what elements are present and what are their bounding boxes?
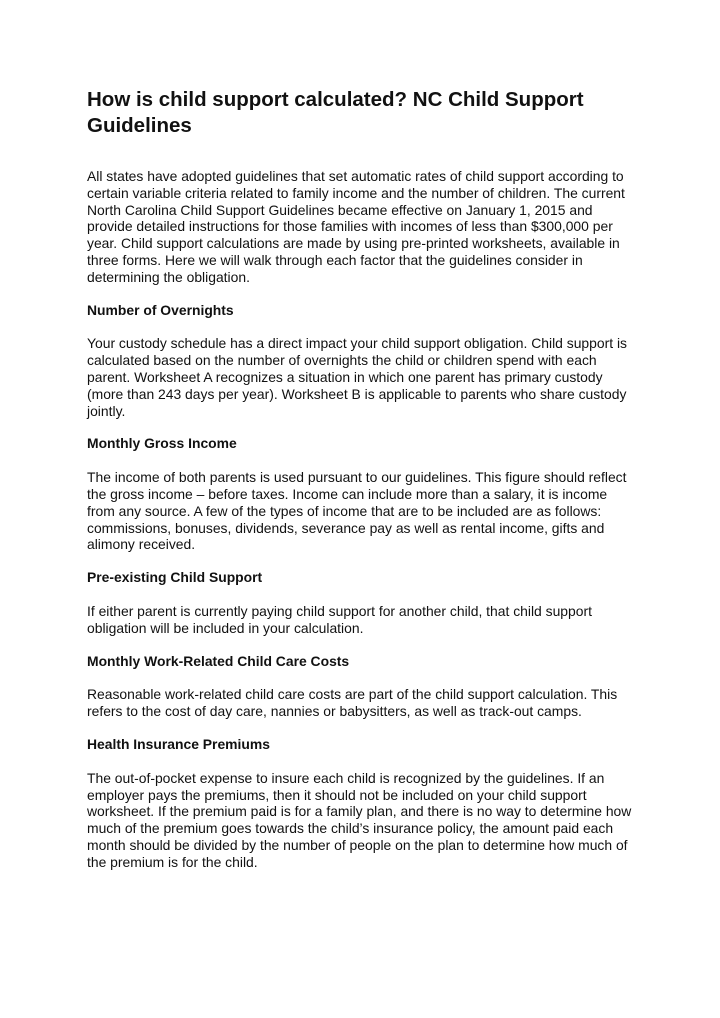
section-heading-health-insurance: Health Insurance Premiums <box>87 735 270 752</box>
document-title: How is child support calculated? NC Child Support Guidelines <box>87 88 584 137</box>
section-body-health-insurance: The out-of-pocket expense to insure each child is recognized by the guidelines. If an employer pays the premiums, then it should not be included on your child support worksheet. If the premium paid is for a family plan, and there is no way to determine how much of the premium goes towards the child’s insurance policy, the amount paid each month should be divided by the number of people on the plan to determine how much of the premium is for the child. <box>87 769 632 870</box>
section-body-overnights: Your custody schedule has a direct impact your child support obligation. Child support is calculated based on the number of overnights the child or children spend with each parent. Worksheet A recognizes a situation in which one parent has primary custody (more than 243 days per year). Worksheet B is applicable to parents who share custody jointly. <box>87 335 627 419</box>
section-heading-gross-income: Monthly Gross Income <box>87 435 237 452</box>
section-heading-child-care-costs: Monthly Work-Related Child Care Costs <box>87 652 350 669</box>
section-body-child-care-costs: Reasonable work-related child care costs are part of the child support calculation. This refers to the cost of day care, nannies or babysitters, as well as track-out camps. <box>87 686 618 720</box>
section-heading-preexisting-support: Pre-existing Child Support <box>87 569 263 586</box>
section-heading-overnights: Number of Overnights <box>87 301 234 318</box>
intro-paragraph: All states have adopted guidelines that set automatic rates of child support according to certain variable criteria related to family income and the number of children. The current North Carolina Child Support Guidelines became effective on January 1, 2015 and provide detailed instructions for those families with incomes of less than $300,000 per year. Child support calculations are made by using pre-printed worksheets, available in three forms. Here we will walk through each factor that the guidelines consider in determining the obligation. <box>87 168 625 285</box>
section-body-preexisting-support: If either parent is currently paying child support for another child, that child support obligation will be included in your calculation. <box>87 602 592 636</box>
document-page <box>87 87 637 871</box>
section-body-gross-income: The income of both parents is used pursuant to our guidelines. This figure should reflect the gross income – before taxes. Income can include more than a salary, it is income from any source. A few of the types of income that are to be included are as follows: commissions, bonuses, dividends, severance pay as well as rental income, gifts and alimony received. <box>87 469 627 553</box>
